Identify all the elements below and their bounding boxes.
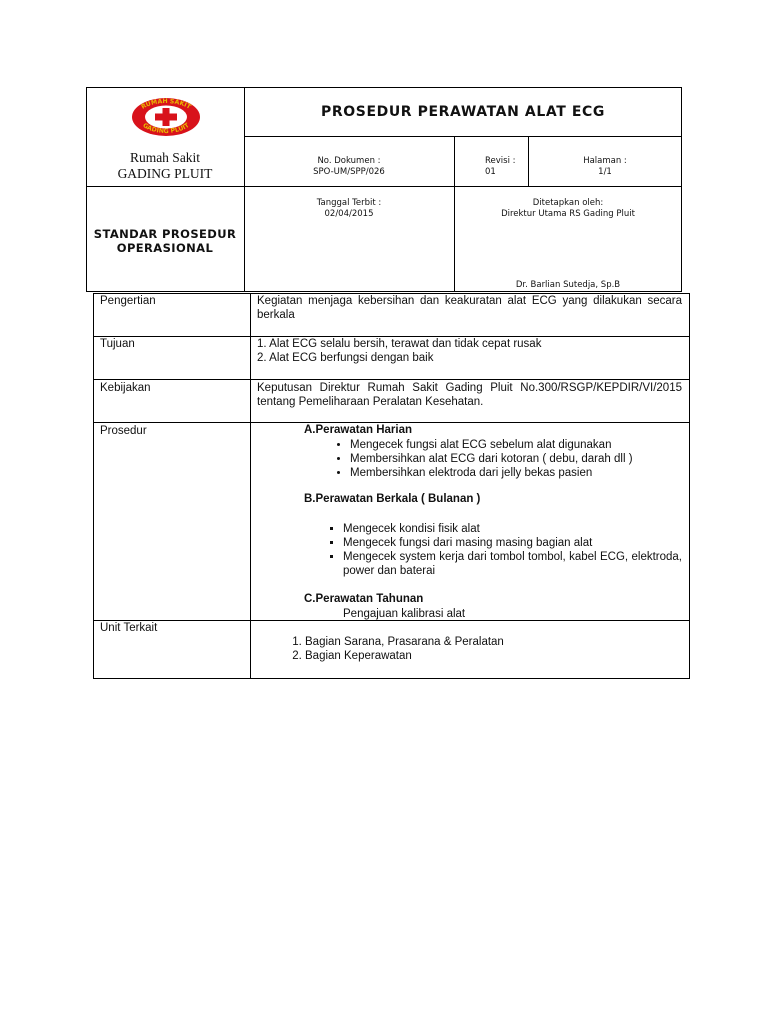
section-b-item: ▪ Mengecek kondisi fisik alat [343,522,682,536]
row-value-tujuan [257,337,682,365]
issue-date-value: 02/04/2015 [324,209,374,219]
section-b-title: B.Perawatan Berkala ( Bulanan ) [304,493,481,505]
approved-label: Ditetapkan oleh: [532,198,604,208]
doc-number-label: No. Dokumen : [317,156,381,166]
issue-date-label: Tanggal Terbit : [316,198,382,208]
row-value-kebijakan: Keputusan Direktur Rumah Sakit Gading Pluit No.300/RSGP/KEPDIR/VI/2015 tentang Pemeliharaan Peralatan Kesehatan. [257,382,682,408]
row-label-pengertian: Pengertian [100,295,156,307]
section-a-item: • Mengecek fungsi alat ECG sebelum alat digunakan [350,438,682,452]
unit-list [305,635,682,663]
content-row-divider-3 [93,422,690,423]
row-label-tujuan: Tujuan [100,338,135,350]
page-label: Halaman : [583,156,627,166]
row-value-pengertian: Kegiatan menjaga kebersihan dan keakuratan alat ECG yang dilakukan secara berkala [257,295,682,321]
issue-date-cell [244,198,454,220]
content-divider-vertical [250,293,251,679]
revision-label: Revisi : [485,156,516,166]
section-c-title: C.Perawatan Tahunan [304,593,424,605]
row-label-kebijakan: Kebijakan [100,382,151,394]
red-cross-emblem-icon [131,97,201,137]
approved-cell [454,198,682,220]
row-label-unit: Unit Terkait [100,622,158,634]
row-label-prosedur: Prosedur [100,425,147,437]
approved-value: Direktur Utama RS Gading Pluit [501,209,635,219]
section-c-text: Pengajuan kalibrasi alat [343,608,466,620]
revision-value: 01 [485,167,496,177]
document-title: PROSEDUR PERAWATAN ALAT ECG [321,104,605,120]
revision-cell [485,156,528,178]
section-a-title: A.Perawatan Harian [304,424,413,436]
header-divider-horizontal-2 [244,186,682,187]
sop-label-line2: OPERASIONAL [116,241,214,255]
page-cell [528,156,682,178]
hospital-name-line1: Rumah Sakit [129,150,201,165]
header-divider-left [86,186,244,187]
section-b-list [343,522,682,578]
signatory-name: Dr. Barlian Sutedja, Sp.B [515,280,621,290]
section-a-item: • Membersihkan elektroda dari jelly bekas pasien [350,466,682,480]
logo-text-bottom: GADING PLUIT [141,121,191,136]
page-value: 1/1 [598,167,612,177]
sop-label [86,227,244,255]
doc-number-value: SPO-UM/SPP/026 [313,167,385,177]
hospital-name-line2: GADING PLUIT [117,166,213,181]
section-b-item: ▪ Mengecek fungsi dari masing masing bagian alat [343,536,682,550]
sop-label-line1: STANDAR PROSEDUR [93,227,237,241]
unit-item: 2. Bagian Keperawatan [305,649,682,663]
doc-number-cell [244,156,454,178]
logo-cross-horizontal [155,114,177,121]
section-a-list [350,438,682,480]
header-divider-horizontal-1 [244,136,682,137]
tujuan-item: 2. Alat ECG berfungsi dengan baik [257,352,434,364]
content-row-divider-2 [93,379,690,380]
logo-text-top: RUMAH SAKIT [140,97,192,111]
tujuan-item: 1. Alat ECG selalu bersih, terawat dan tidak cepat rusak [257,338,542,350]
hospital-name [86,150,244,182]
section-a-item: • Membersihkan alat ECG dari kotoran ( debu, darah dll ) [350,452,682,466]
unit-item: 1. Bagian Sarana, Prasarana & Peralatan [305,635,682,649]
hospital-logo [131,97,201,137]
section-b-item: ▪ Mengecek system kerja dari tombol tombol, kabel ECG, elektroda, power dan baterai [343,550,682,578]
